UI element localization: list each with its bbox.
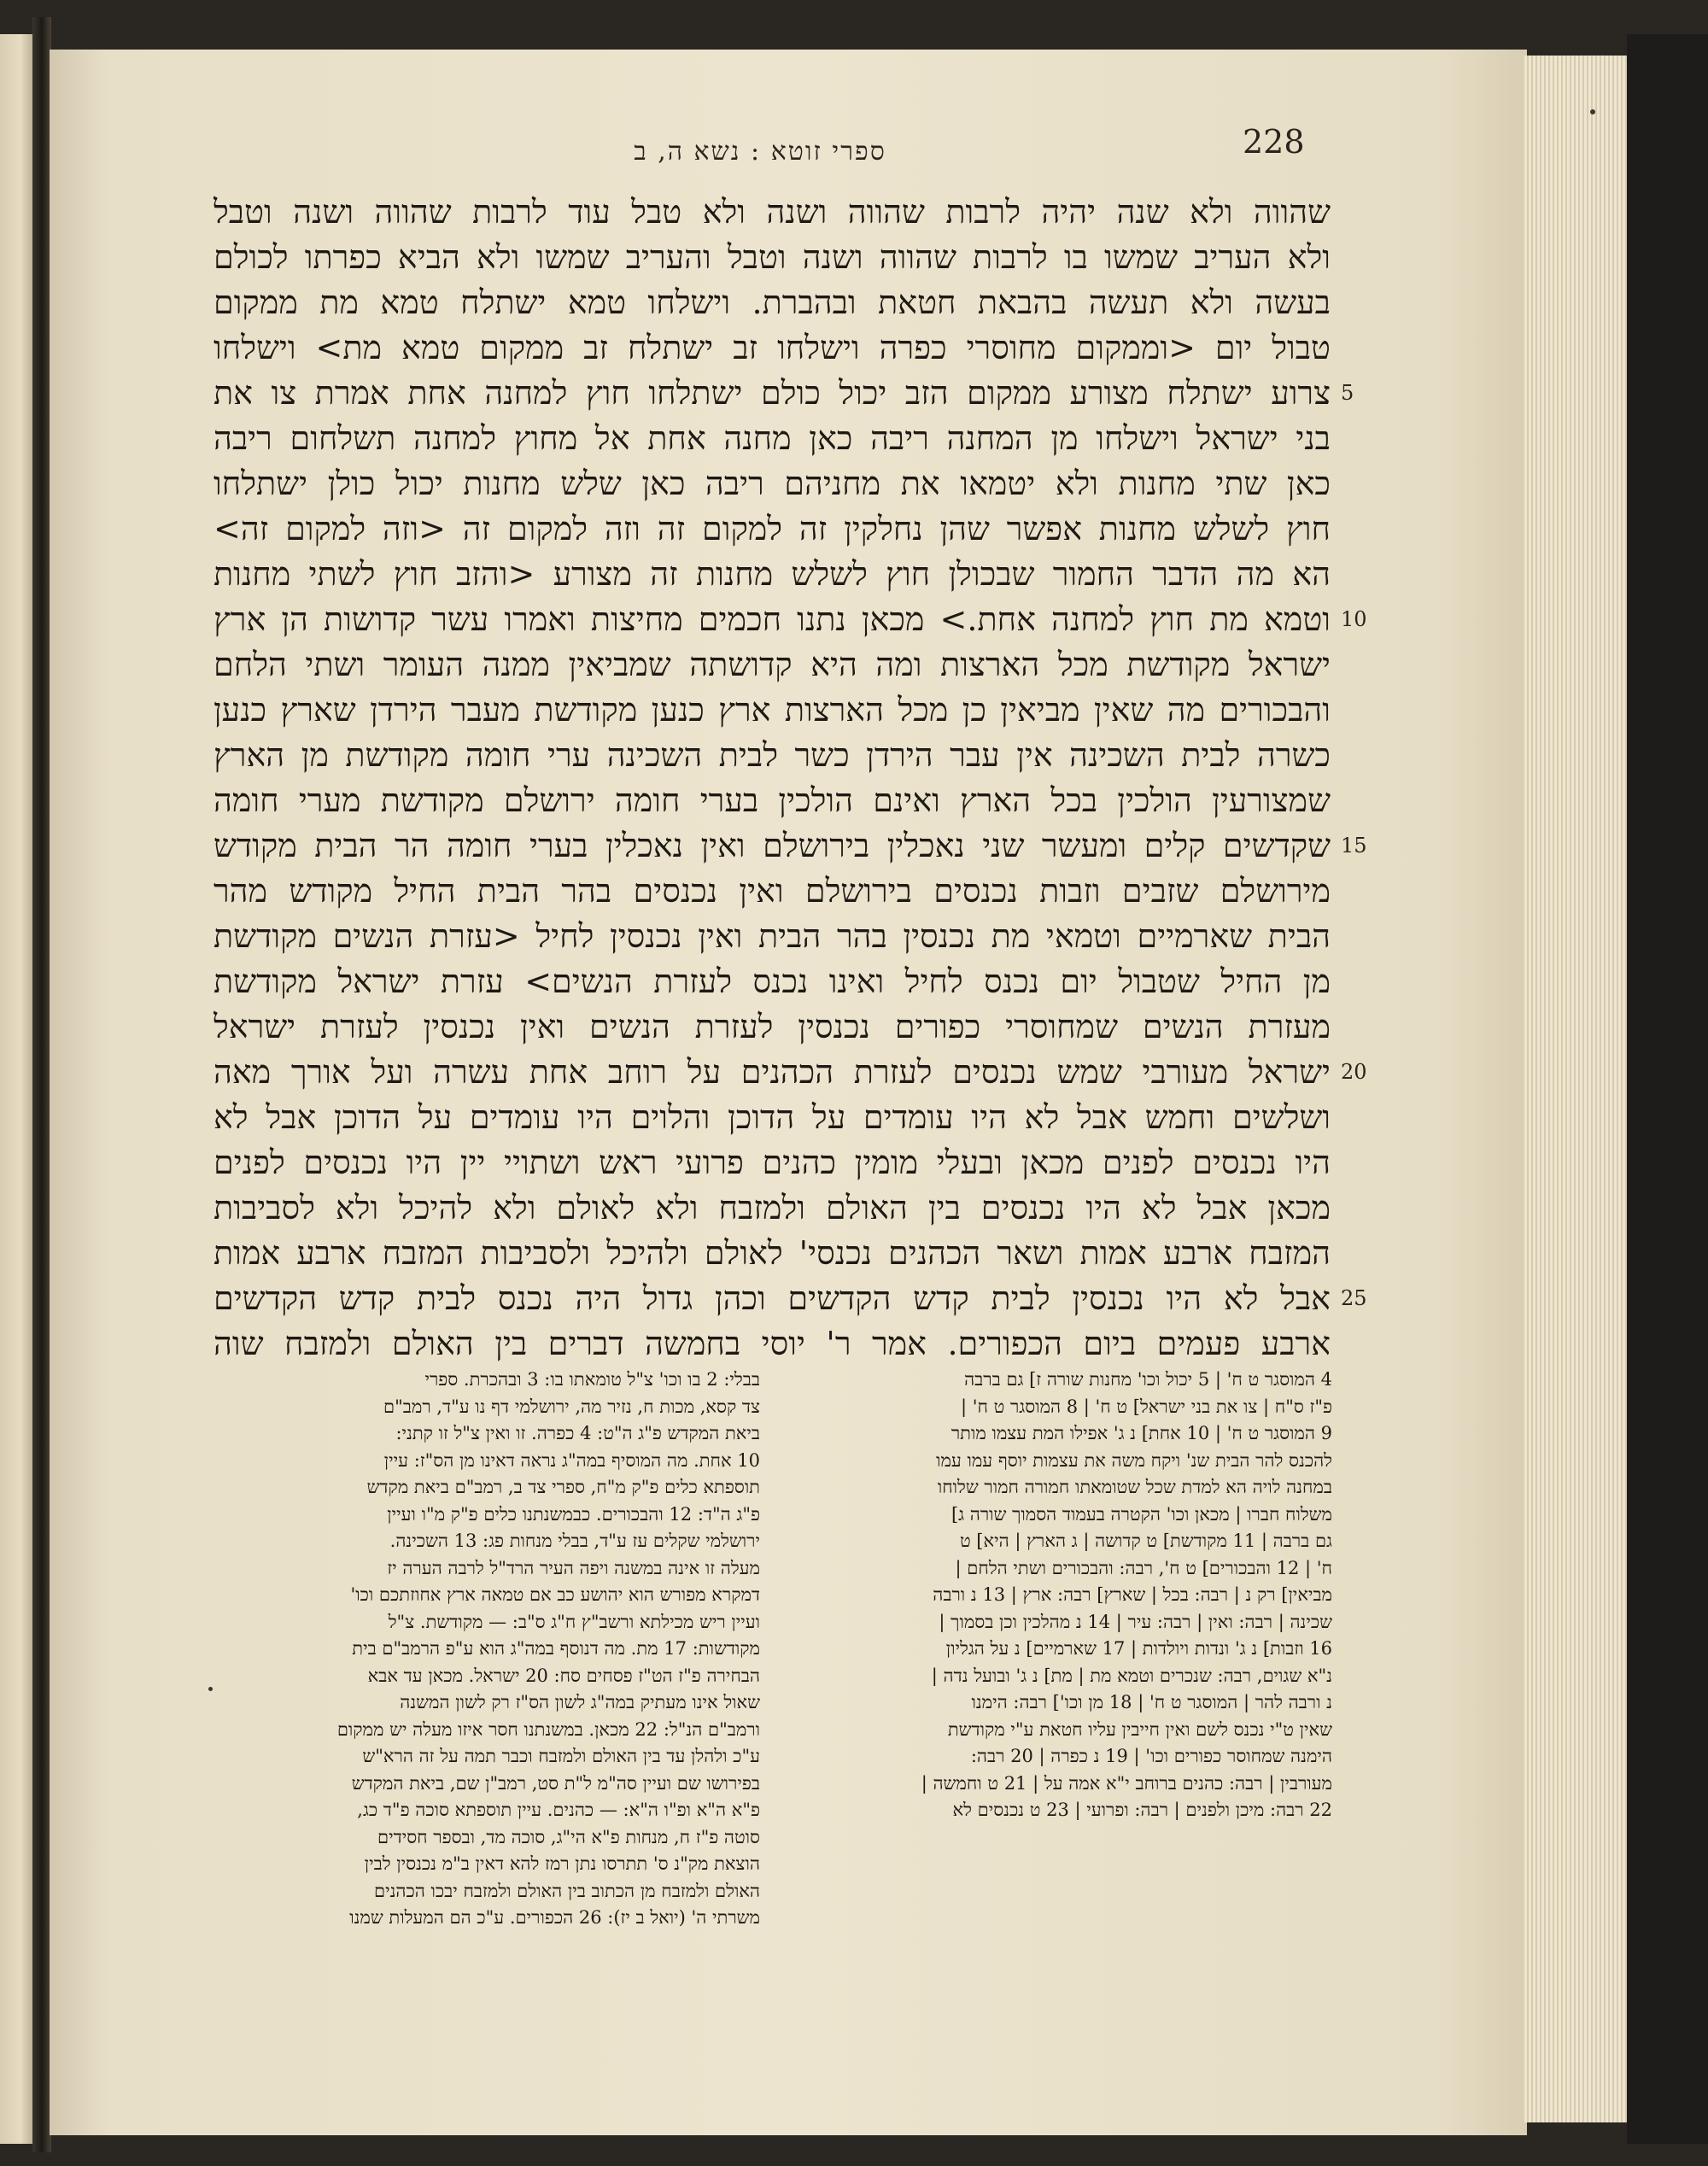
line-number-margin <box>1341 190 1392 1367</box>
line-number <box>1341 1004 1392 1050</box>
note-line: פ"א ה"א ופ"ו ה"א: — כהנים. עיין תוספתא סוכה פ"ד כג, <box>357 1800 760 1820</box>
line-number <box>1341 280 1392 325</box>
note-line: שאול אינו מעתיק במה"ג לשון הס"ז רק לשון המשנה <box>400 1692 760 1712</box>
text-line: טבול יום <וממקום מחוסרי כפרה וישלחו זב ישתלח זב ממקום טמא מת> וישלחו <box>214 329 1331 366</box>
note-line: צד קסא, מכות ח, נזיר מה, ירושלמי דף נו ע"ד, רמב"ם <box>383 1396 760 1417</box>
note-line: משרתי ה' (יואל ב יז): 26 הכפורים. ע"כ הם המעלות שמנו <box>349 1907 760 1928</box>
page-number: 228 <box>1243 123 1305 161</box>
line-number <box>1341 416 1392 461</box>
text-line: מירושלם שזבים וזבות נכנסים בירושלם ואין נכנסים בהר הבית החיל מקודש מהר <box>214 872 1331 910</box>
note-line: מעורבין | רבה: כהנים ברוחב י"א אמה על | 21 ט וחמשה | <box>921 1772 1332 1794</box>
note-line: פ"ג ה"ד: 12 והבכורים. כבמשנתנו כלים פ"ק מ"ו ועיין <box>387 1503 760 1525</box>
note-line: סוטה פ"ז ח, מנחות פ"א הי"ג, סוכה מד, ובספר חסידים <box>377 1826 760 1847</box>
text-line: היו נכנסים לפנים מכאן ובעלי מומין כהנים פרועי ראש ושתויי יין היו נכנסים לפנים <box>214 1144 1331 1181</box>
speck <box>208 1687 213 1691</box>
line-number <box>1341 959 1392 1004</box>
line-number: 15 <box>1341 834 1367 858</box>
text-line: אבל לא היו נכנסין לבית קדש הקדשים וכהן גדול היה נכנס לבית קדש הקדשים <box>214 1279 1331 1317</box>
line-number <box>1341 914 1392 959</box>
text-line: מעזרת הנשים שמחוסרי כפורים נכנסין לעזרת הנשים ואין נכנסין לעזרת ישראל <box>214 1008 1331 1045</box>
line-number <box>1341 1140 1392 1185</box>
line-number <box>1341 1321 1392 1367</box>
note-line: ורמב"ם הנ"ל: 22 מכאן. במשנתנו חסר איזו מעלה יש ממקום <box>336 1718 760 1740</box>
line-number: 25 <box>1341 1286 1367 1310</box>
text-line: מכאן אבל לא היו נכנסים בין האולם ולמזבח ולא לאולם ולא להיכל ולא לסביבות <box>214 1189 1331 1226</box>
line-number <box>1341 733 1392 778</box>
line-number <box>1341 1231 1392 1276</box>
note-line: מקודשות: 17 מת. מה דנוסף במה"ג הוא ע"פ הרמב"ם בית <box>352 1638 760 1659</box>
note-line: שכינה | רבה: ואין | רבה: עיר | 14 נ מהלכין וכן בסמוך | <box>939 1611 1332 1632</box>
line-number <box>1341 1095 1392 1140</box>
note-line: 4 המוסגר ט ח' | 5 יכול וכו' מחנות שורה ז] גם ברבה <box>964 1369 1332 1390</box>
line-number <box>1341 869 1392 914</box>
previous-page-edge <box>0 34 34 2144</box>
line-number <box>1341 688 1392 733</box>
note-line: בפירושו שם ועיין סה"מ ל"ת סט, רמב"ן שם, ביאת המקדש <box>351 1772 760 1794</box>
book-cover <box>1627 34 1708 2144</box>
text-line: והבכורים מה שאין מביאין כן מכל הארצות ארץ כנען מקודשת מעבר הירדן שארץ כנען <box>214 691 1331 729</box>
note-line: 22 רבה: מיכן ולפנים | רבה: ופרועי | 23 ט נכנסים לא <box>952 1800 1332 1820</box>
note-line: 10 אחת. מה המוסיף במה"ג נראה דאינו מן הס"ז: עיין <box>383 1449 760 1471</box>
text-line: מן החיל שטבול יום נכנס לחיל ואינו נכנס לעזרת הנשים> עזרת ישראל מקודשת <box>214 963 1331 1000</box>
text-line: בני ישראל וישלחו מן המחנה ריבה כאן מחנה אחת אל מחוץ למחנה תשלחום ריבה <box>214 419 1331 457</box>
text-line: ישראל מקודשת מכל הארצות ומה היא קדושתה שמביאין ממנה העומר ושתי הלחם <box>214 646 1331 683</box>
note-line: ח' | 12 והבכורים] ט ח', רבה: והבכורים ושתי הלחם | <box>955 1557 1332 1578</box>
text-line: צרוע ישתלח מצורע ממקום הזב יכול כולם ישתלחו חוץ למחנה אחת אמרת צו את <box>214 374 1331 412</box>
text-line: כאן שתי מחנות ולא יטמאו את מחניהם ריבה כאן שלש מחנות יכול כולן ישתלחו <box>214 465 1331 502</box>
page-edges <box>1524 56 1627 2122</box>
line-number <box>1341 506 1392 552</box>
note-line: הוצאת מק"נ ס' תתרסו נתן רמז להא דאין ב"מ נכנסין לבין <box>364 1853 760 1874</box>
line-number <box>1341 190 1392 235</box>
line-number <box>1341 325 1392 371</box>
note-line: 9 המוסגר ט ח' | 10 אחת] נ ג' אפילו המת עצמו מותר <box>951 1423 1332 1443</box>
text-line: שקדשים קלים ומעשר שני נאכלין בירושלם ואין נאכלין בערי חומה הר הבית מקודש <box>214 827 1331 864</box>
footnotes-variants <box>786 1367 1332 1824</box>
note-line: ע"כ ולהלן עד בין האולם ולמזבח וכבר תמה על זה הרא"ש <box>362 1746 760 1766</box>
note-line: פ"ז ס"ח | צו את בני ישראל] ט ח' | 8 המוסגר ט ח' | <box>960 1396 1332 1417</box>
note-line: הימנה שמחוסר כפורים וכו' | 19 נ כפרה | 20 רבה: <box>970 1746 1332 1766</box>
note-line: 16 וזבות] נ ג' ונדות ויולדות | 17 שארמיים] נ על הגליון <box>945 1638 1332 1659</box>
line-number: 10 <box>1341 607 1367 631</box>
text-line: ישראל מעורבי שמש נכנסים לעזרת הכהנים על רוחב אחת עשרה ועל אורך מאה <box>214 1053 1331 1091</box>
note-line: נ ורבה להר | המוסגר ט ח' | 18 מן וכו'] רבה: הימנו <box>971 1692 1332 1712</box>
note-line: הבחירה פ"ז הט"ז פסחים סח: 20 ישראל. מכאן עד אבא <box>367 1665 760 1686</box>
text-line: הא מה הדבר החמור שבכולן חוץ לשלש מחנות זה מצורע <והזב חוץ לשתי מחנות <box>214 555 1331 593</box>
note-line: מביאין] רק נ | רבה: בכל | שארץ] רבה: ארץ | 13 נ ורבה <box>933 1584 1332 1605</box>
text-line: ארבע פעמים ביום הכפורים. אמר ר' יוסי בחמשה דברים בין האולם ולמזבח שוה <box>214 1325 1331 1362</box>
note-line: מעלה זו אינה במשנה ויפה העיר הרד"ל לרבה הערה יז <box>387 1557 760 1578</box>
book-gutter <box>32 17 51 2152</box>
note-line: גם ברבה | 11 מקודשת] ט קדושה | ג הארץ | היא] ט <box>959 1531 1332 1551</box>
text-line: בעשה ולא תעשה בהבאת חטאת ובהברת. וישלחו טמא ישתלח טמא מת ממקום <box>214 284 1331 321</box>
text-line: כשרה לבית השכינה אין עבר הירדן כשר לבית השכינה ערי חומה מקודשת מן הארץ <box>214 736 1331 774</box>
text-line: ולא העריב שמשו בו לרבות שהווה ושנה וטבל והעריב שמשו ולא הביא כפרתו לכולם <box>214 238 1331 276</box>
line-number <box>1341 642 1392 688</box>
note-line: שאין ט"י נכנס לשם ואין חייבין עליו חטאת ע"י מקודשת <box>947 1718 1332 1740</box>
line-number <box>1341 552 1392 597</box>
speck <box>1590 109 1595 114</box>
line-number <box>1341 461 1392 506</box>
text-line: חוץ לשלש מחנות אפשר שהן נחלקין זה למקום זה וזה למקום זה <וזה למקום זה> <box>214 510 1331 547</box>
text-line: שהווה ולא שנה יהיה לרבות שהווה ושנה ולא טבל עוד לרבות שהווה ושנה וטבל <box>214 193 1331 231</box>
note-line: להכנס להר הבית שנ' ויקח משה את עצמות יוסף עמו עמו <box>936 1449 1332 1471</box>
text-line: המזבח ארבע אמות ושאר הכהנים נכנסי' לאולם ולהיכל ולסביבות המזבח ארבע אמות <box>214 1234 1331 1272</box>
note-line: דמקרא מפורש הוא יהושע כב אם טמאה ארץ אחוזתכם וכו' <box>350 1584 760 1605</box>
text-line: שמצורעין הולכין בכל הארץ ואינם הולכין בערי חומה ירושלם מקודשת מערי חומה <box>214 782 1331 819</box>
text-line: הבית שארמיים וטמאי מת נכנסין בהר הבית ואין נכנסין לחיל <עזרת הנשים מקודשת <box>214 917 1331 955</box>
line-number <box>1341 235 1392 280</box>
main-text-block <box>214 190 1331 1367</box>
line-number <box>1341 778 1392 823</box>
line-number: 5 <box>1341 381 1354 405</box>
footnotes-commentary <box>214 1367 760 1932</box>
note-line: ביאת המקדש פ"ג ה"ט: 4 כפרה. זו ואין צ"ל זו קתני: <box>395 1423 760 1443</box>
line-number <box>1341 1185 1392 1231</box>
note-line: ועיין ריש מכילתא ורשב"ץ ח"ג ס"ב: — מקודשת. צ"ל <box>388 1611 760 1632</box>
note-line: במחנה לויה הא למדת שכל שטומאתו חמורה חמור שלוחו <box>937 1477 1332 1497</box>
note-line: נ"א שגוים, רבה: שנכרים וטמא מת | מת] נ ג' ובועל נדה | <box>931 1665 1332 1686</box>
note-line: בבלי: 2 בו וכו' צ"ל טומאתו בו: 3 ובהכרת. ספרי <box>424 1369 760 1390</box>
note-line: משלוח חברו | מכאן וכו' הקטרה בעמוד הסמוך שורה ג] <box>951 1503 1332 1525</box>
note-line: ירושלמי שקלים עז ע"ד, בבלי מנחות פג: 13 השכינה. <box>389 1531 760 1551</box>
running-header: ספרי זוטא : נשא ה, ב <box>634 137 886 167</box>
note-line: האולם ולמזבח מן הכתוב בין האולם ולמזבח יבכו הכהנים <box>373 1880 760 1901</box>
text-line: וטמא מת חוץ למחנה אחת.> מכאן נתנו חכמים מחיצות ואמרו עשר קדושות הן ארץ <box>214 600 1331 638</box>
text-line: ושלשים וחמש אבל לא היו עומדים על הדוכן והלוים היו עומדים על הדוכן אבל לא <box>214 1098 1331 1136</box>
line-number: 20 <box>1341 1060 1367 1084</box>
note-line: תוספתא כלים פ"ק מ"ח, ספרי צד ב, רמב"ם ביאת מקדש <box>366 1477 760 1497</box>
